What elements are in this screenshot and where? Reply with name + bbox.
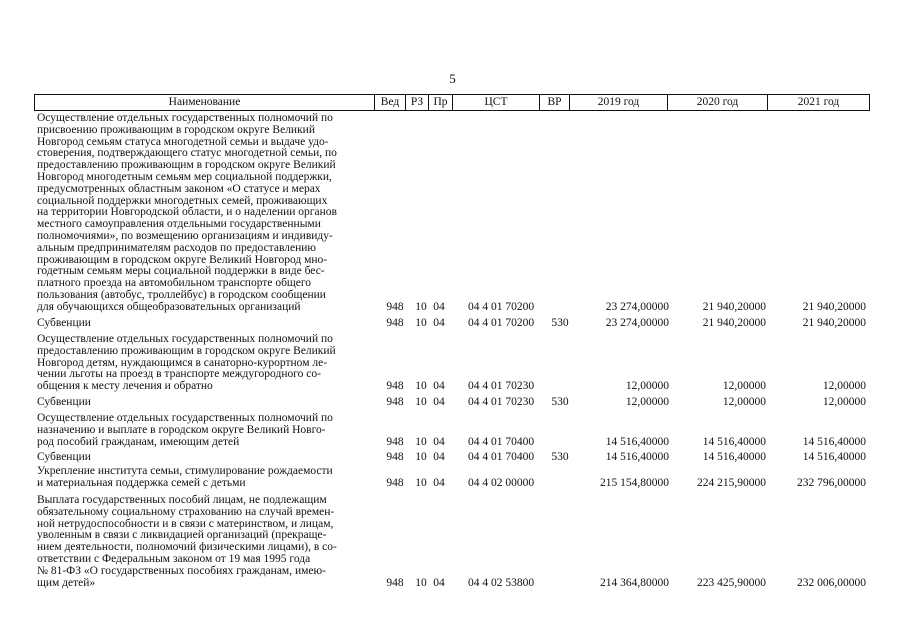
rz-cell: 10 (415, 476, 427, 489)
ved-cell: 948 (386, 435, 404, 448)
cst-cell: 04 4 02 00000 (467, 476, 535, 489)
pr-cell: 04 (433, 451, 445, 463)
row-name (37, 334, 383, 393)
rz-cell: 10 (415, 300, 427, 313)
row-name-line: предоставлению проживающим в городском округе Великий (37, 344, 336, 357)
page-number: 5 (449, 71, 456, 86)
row-name-line: и материальная поддержка семей с детьми (37, 476, 246, 489)
header-rz: РЗ (406, 95, 429, 110)
pr-cell: 04 (433, 396, 445, 408)
ved-cell: 948 (386, 451, 404, 463)
ved-cell: 948 (386, 300, 404, 313)
row-name-line: пользования (автобус, троллейбус) в городском сообщении (37, 288, 326, 301)
row-name-line: полномочиями», по возмещению организациям и индивиду- (37, 229, 333, 242)
vr-cell: 530 (551, 396, 569, 408)
row-name-line: № 81-ФЗ «О государственных пособиях гражданам, имею- (37, 564, 326, 577)
row-name-line: годетным семьям меры социальной поддержки в виде бес- (37, 265, 325, 278)
rz-cell: 10 (415, 576, 427, 589)
pr-cell: 04 (433, 317, 445, 329)
header-2019: 2019 год (570, 95, 668, 110)
amount-2021-cell: 232 006,00000 (797, 576, 866, 589)
vr-cell: 530 (551, 451, 569, 463)
table-row (37, 452, 870, 464)
pr-cell: 04 (433, 576, 445, 589)
pr-cell: 04 (433, 300, 445, 313)
row-name-line: местного самоуправления отдельными государственными (37, 218, 321, 231)
amount-2021-cell: 21 940,20000 (802, 317, 866, 329)
row-name-line: Новгород многодетным семьям мер социальной поддержки, (37, 170, 332, 183)
amount-2020-cell: 14 516,40000 (702, 435, 766, 448)
row-name-line: Субвенции (37, 451, 91, 463)
row-name-line: платного проезда на автомобильном транспорте общего (37, 277, 312, 290)
amount-2020-cell: 21 940,20000 (702, 317, 766, 329)
row-name (37, 318, 383, 330)
row-name-line: Субвенции (37, 317, 91, 329)
row-name-line: уволенным в связи с ликвидацией организаций (прекраще- (37, 529, 327, 542)
amount-2020-cell: 12,00000 (722, 396, 766, 408)
header-name: Наименование (35, 95, 375, 110)
row-name-line: социальной поддержки многодетных семей, проживающих (37, 194, 328, 207)
table-row (37, 495, 870, 589)
amount-2019-cell: 23 274,00000 (605, 300, 669, 313)
amount-2019-cell: 215 154,80000 (600, 476, 669, 489)
cst-cell: 04 4 01 70400 (467, 435, 535, 448)
rz-cell: 10 (415, 435, 427, 448)
amount-2021-cell: 232 796,00000 (797, 476, 866, 489)
row-name-line: предоставлению проживающим в городском округе Великий (37, 159, 336, 172)
amount-2021-cell: 12,00000 (822, 396, 866, 408)
ved-cell: 948 (386, 380, 404, 393)
row-name (37, 495, 383, 589)
amount-2021-cell: 21 940,20000 (802, 300, 866, 313)
cst-cell: 04 4 01 70230 (467, 380, 535, 393)
row-name-line: чении льготы на проезд в транспорте междугородного со- (37, 368, 321, 381)
row-name-line: ответствии с Федеральным законом от 19 мая 1995 года (37, 552, 311, 565)
row-name-line: альным предпринимателям расходов по предоставлению (37, 241, 316, 254)
amount-2019-cell: 14 516,40000 (605, 435, 669, 448)
rz-cell: 10 (415, 380, 427, 393)
row-name-line: присвоению проживающим в городском округе Великий (37, 123, 315, 136)
row-name-line: нием деятельности, полномочий физическими лицами), в со- (37, 541, 337, 554)
row-name-line: Осуществление отдельных государственных полномочий по (37, 412, 333, 424)
header-cst: ЦСТ (453, 95, 540, 110)
row-name (37, 413, 383, 448)
rz-cell: 10 (415, 317, 427, 329)
amount-2019-cell: 214 364,80000 (600, 576, 669, 589)
amount-2020-cell: 12,00000 (722, 380, 766, 393)
pr-cell: 04 (433, 476, 445, 489)
row-name (37, 452, 383, 464)
amount-2019-cell: 12,00000 (625, 396, 669, 408)
vr-cell: 530 (551, 317, 569, 329)
amount-2020-cell: 223 425,90000 (697, 576, 766, 589)
amount-2021-cell: 12,00000 (822, 380, 866, 393)
cst-cell: 04 4 01 70400 (467, 451, 535, 463)
row-name-line: предусмотренных областным законом «О статусе и мерах (37, 182, 321, 195)
row-name-line: ной нетрудоспособности и в связи с материнством, и лицам, (37, 517, 334, 530)
row-name (37, 397, 383, 409)
amount-2019-cell: 23 274,00000 (605, 317, 669, 329)
table-row (37, 318, 870, 330)
ved-cell: 948 (386, 317, 404, 329)
amount-2019-cell: 14 516,40000 (605, 451, 669, 463)
table-row (37, 413, 870, 448)
amount-2020-cell: 14 516,40000 (702, 451, 766, 463)
table-row (37, 466, 870, 490)
row-name-line: назначению и выплате в городском округе Великий Новго- (37, 423, 326, 436)
row-name-line: стоверения, подтверждающего статус многодетной семьи, по (37, 147, 337, 160)
amount-2021-cell: 14 516,40000 (802, 435, 866, 448)
row-name-line: Выплата государственных пособий лицам, не подлежащим (37, 494, 327, 506)
header-ved: Вед (375, 95, 406, 110)
row-name-line: щим детей» (37, 576, 96, 589)
amount-2019-cell: 12,00000 (625, 380, 669, 393)
row-name-line: Новгород детям, нуждающимся в санаторно-курортном ле- (37, 356, 328, 369)
row-name-line: Осуществление отдельных государственных полномочий по (37, 112, 333, 124)
row-name-line: на территории Новгородской области, и о наделении органов (37, 206, 337, 219)
table-row (37, 334, 870, 393)
table-header (34, 94, 870, 111)
ved-cell: 948 (386, 476, 404, 489)
row-name-line: Субвенции (37, 396, 91, 408)
table-row (37, 397, 870, 409)
row-name-line: обязательному социальному страхованию на случай времен- (37, 505, 335, 518)
row-name (37, 113, 383, 314)
amount-2020-cell: 21 940,20000 (702, 300, 766, 313)
row-name-line: Осуществление отдельных государственных полномочий по (37, 333, 333, 345)
row-name-line: Новгород семьям статуса многодетной семьи и выдаче удо- (37, 135, 329, 148)
row-name-line: общения к месту лечения и обратно (37, 380, 213, 393)
cst-cell: 04 4 01 70230 (467, 396, 535, 408)
pr-cell: 04 (433, 380, 445, 393)
row-name-line: проживающим в городском округе Великий Новгород мно- (37, 253, 328, 266)
header-2020: 2020 год (668, 95, 768, 110)
pr-cell: 04 (433, 435, 445, 448)
header-vr: ВР (540, 95, 570, 110)
ved-cell: 948 (386, 396, 404, 408)
row-name-line: для обучающихся общеобразовательных организаций (37, 300, 301, 313)
row-name (37, 466, 383, 490)
cst-cell: 04 4 01 70200 (467, 300, 535, 313)
cst-cell: 04 4 02 53800 (467, 576, 535, 589)
ved-cell: 948 (386, 576, 404, 589)
cst-cell: 04 4 01 70200 (467, 317, 535, 329)
row-name-line: род пособий гражданам, имеющим детей (37, 435, 240, 448)
header-2021: 2021 год (797, 96, 840, 108)
amount-2020-cell: 224 215,90000 (697, 476, 766, 489)
row-name-line: Укрепление института семьи, стимулирование рождаемости (37, 465, 333, 477)
amount-2021-cell: 14 516,40000 (802, 451, 866, 463)
rz-cell: 10 (415, 396, 427, 408)
rz-cell: 10 (415, 451, 427, 463)
header-pr: Пр (429, 95, 453, 110)
table-row (37, 113, 870, 314)
